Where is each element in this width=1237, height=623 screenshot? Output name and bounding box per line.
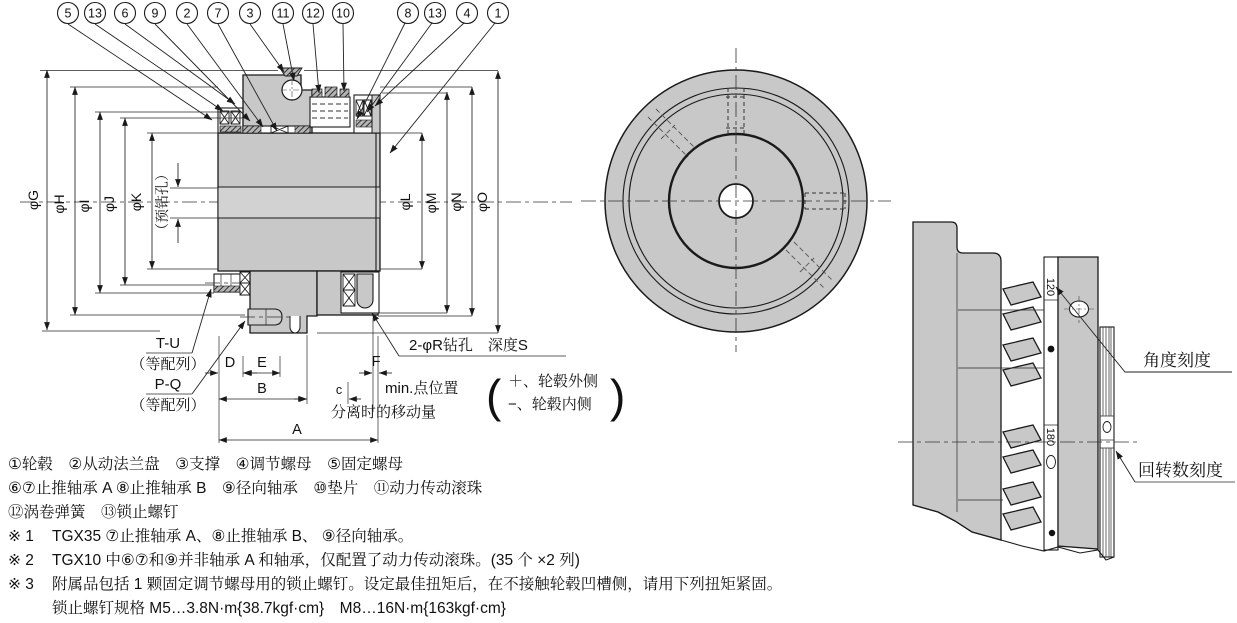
angle-scale-strip — [1044, 257, 1058, 550]
label-hub-outer: ＋、轮毂外侧 — [508, 373, 599, 390]
svg-text:1: 1 — [494, 6, 502, 21]
dim-phi-k: φK — [128, 192, 144, 212]
callout-1 — [488, 3, 509, 24]
svg-text:4: 4 — [463, 6, 471, 21]
callout-2 — [177, 3, 198, 24]
callout-6 — [115, 3, 136, 24]
legend-note2-marker: ※ 2 — [8, 552, 34, 569]
dim-letter-d: D — [224, 355, 236, 371]
legend — [8, 455, 782, 617]
svg-text:7: 7 — [214, 6, 222, 21]
paren-close: ) — [610, 370, 626, 422]
label-pq-note: （等配列） — [130, 397, 206, 414]
section-view — [20, 3, 625, 444]
front-view — [581, 48, 891, 352]
callout-10 — [333, 3, 354, 24]
diameter-dims-left — [25, 70, 178, 330]
hub-bore-band — [218, 187, 380, 218]
callout-3 — [240, 3, 261, 24]
label-tu-note: （等配列） — [130, 356, 206, 373]
svg-text:3: 3 — [246, 6, 254, 21]
svg-text:13: 13 — [428, 6, 442, 21]
diameter-dims-right — [397, 71, 498, 333]
callout-9 — [145, 3, 166, 24]
scale-mark-120: 120 — [1044, 277, 1056, 297]
legend-note1: TGX35 ⑦止推轴承 A、⑧止推轴承 B、 ⑨径向轴承。 — [52, 528, 414, 545]
lower-assembly — [205, 271, 379, 333]
label-drill: 2-φR钻孔 深度S — [409, 337, 528, 354]
callout-13b — [425, 3, 446, 24]
scale-view — [898, 222, 1235, 560]
svg-text:6: 6 — [121, 6, 129, 21]
svg-text:8: 8 — [404, 6, 412, 21]
label-min-point: min.点位置 — [385, 380, 459, 397]
spiral-spring-pack — [310, 87, 350, 127]
dim-phi-l: φL — [397, 193, 413, 211]
legend-note3: 附属品包括 1 颗固定调节螺母用的锁止螺钉。设定最佳扭矩后，在不接触轮毂凹槽侧，请用下列扭矩紧固。 — [52, 576, 783, 593]
adjusting-nut-unit — [354, 95, 380, 133]
label-separation: 分离时的移动量 — [331, 404, 437, 421]
dome-lock-screw — [357, 274, 373, 308]
callout-4 — [457, 3, 478, 24]
hub-side-note — [486, 370, 625, 422]
callout-11 — [273, 3, 294, 24]
callout-12 — [303, 3, 324, 24]
dim-phi-i: φI — [76, 199, 92, 213]
dim-phi-o: φO — [474, 192, 490, 212]
dim-phi-h: φH — [51, 194, 67, 214]
scale-nut-block — [1058, 257, 1098, 549]
dim-phi-m: φM — [423, 192, 439, 214]
dim-letter-f: F — [371, 354, 381, 370]
callout-13a — [85, 3, 106, 24]
legend-line1: ①轮毂 ②从动法兰盘 ③支撑 ④调节螺母 ⑤固定螺母 — [8, 456, 403, 473]
label-angle-scale: 角度刻度 — [1143, 351, 1211, 370]
dim-phi-g: φG — [25, 190, 41, 210]
drill-note — [372, 313, 566, 356]
scale-mark-180: 180 — [1044, 427, 1056, 447]
dim-letter-c: c — [335, 383, 343, 397]
legend-note3-marker: ※ 3 — [8, 576, 34, 593]
dim-letter-a: A — [292, 422, 302, 438]
callout-8 — [398, 3, 419, 24]
svg-text:9: 9 — [151, 6, 159, 21]
svg-text:10: 10 — [336, 6, 350, 21]
svg-text:5: 5 — [64, 6, 72, 21]
dim-phi-n: φN — [448, 192, 464, 212]
svg-text:13: 13 — [88, 6, 102, 21]
label-pq: P-Q — [154, 376, 182, 393]
label-hub-inner: −、轮毂内侧 — [508, 396, 592, 413]
dim-phi-j: φJ — [101, 195, 117, 213]
dim-letter-b: B — [257, 381, 267, 397]
paren-open: ( — [486, 370, 502, 422]
svg-text:12: 12 — [306, 6, 320, 21]
dim-letter-e: E — [257, 355, 267, 371]
svg-text:11: 11 — [276, 6, 290, 21]
support-flange — [243, 68, 312, 133]
legend-line3: ⑫涡卷弹簧 ⑬锁止螺钉 — [8, 504, 179, 521]
callout-5 — [58, 3, 79, 24]
legend-note2: TGX10 中⑥⑦和⑨并非轴承 A 和轴承，仅配置了动力传动滚珠。(35 个 ×2 列) — [52, 552, 580, 569]
callout-7 — [208, 3, 229, 24]
tu-pq-labels — [130, 289, 245, 414]
legend-note1-marker: ※ 1 — [8, 528, 34, 545]
fork-groove — [290, 316, 300, 333]
label-rotation-scale: 回转数刻度 — [1138, 461, 1223, 480]
svg-text:2: 2 — [183, 6, 191, 21]
legend-line2: ⑥⑦止推轴承 A ⑧止推轴承 B ⑨径向轴承 ⑩垫片 ⑪动力传动滚珠 — [8, 480, 483, 497]
dim-phi-k-note: （预钻孔） — [154, 167, 170, 237]
legend-note3b: 锁止螺钉规格 M5…3.8N·m{38.7kgf·cm} M8…16N·m{163kgf·cm} — [52, 600, 506, 617]
label-tu: T-U — [155, 335, 181, 352]
